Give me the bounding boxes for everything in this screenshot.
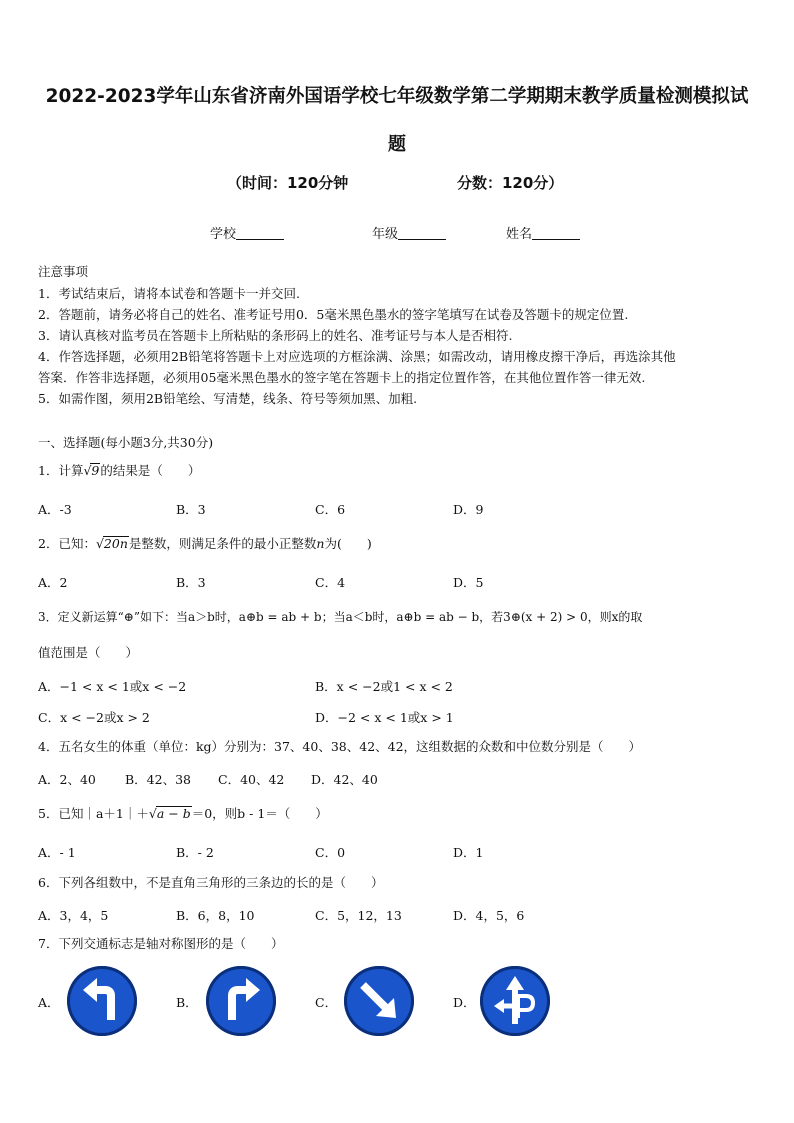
q1-text-b: 的结果是（ ） bbox=[100, 463, 201, 478]
question-4-stem: 4．五名女生的体重（单位：kg）分别为：37、40、38、42、42，这组数据的众数和中位数分别是（ ） bbox=[38, 739, 642, 754]
q7-option-c-label: C． bbox=[315, 995, 338, 1010]
exam-time: （时间：120分钟 bbox=[227, 174, 349, 192]
q2-option-a: A．2 bbox=[38, 575, 68, 590]
q6-option-c: C．5，12，13 bbox=[315, 908, 402, 923]
q1-option-d: D．9 bbox=[453, 502, 484, 517]
notes-heading: 注意事项 bbox=[38, 264, 89, 279]
q4-option-c: C．40、42 bbox=[218, 772, 285, 787]
q5-text-b: ＝0，则b - 1＝（ ） bbox=[191, 806, 328, 821]
grade-blank bbox=[398, 227, 446, 240]
question-3-stem-cont: 值范围是（ ） bbox=[38, 645, 139, 660]
q3-option-b: B．x < −2或1 < x < 2 bbox=[315, 679, 453, 694]
question-1-stem bbox=[38, 463, 200, 479]
q1-option-b: B．3 bbox=[176, 502, 206, 517]
q2-text-a: 2．已知： bbox=[38, 536, 96, 551]
q5-option-a: A．- 1 bbox=[38, 845, 76, 860]
q7-option-d-label: D． bbox=[453, 995, 476, 1010]
q2-option-c: C．4 bbox=[315, 575, 346, 590]
question-2-stem bbox=[38, 536, 372, 552]
down-right-arrow-sign-icon bbox=[344, 966, 414, 1036]
name-field bbox=[506, 223, 580, 242]
grade-label: 年级 bbox=[372, 227, 399, 242]
exam-title-line2: 题 bbox=[388, 134, 406, 155]
q1-option-a: A．-3 bbox=[38, 502, 72, 517]
q6-option-b: B．6，8，10 bbox=[176, 908, 255, 923]
grade-field bbox=[372, 223, 446, 242]
question-5-stem bbox=[38, 806, 328, 822]
q1-radicand: 9 bbox=[91, 463, 100, 478]
q4-option-b: B．42、38 bbox=[125, 772, 191, 787]
radical-sign: √ bbox=[148, 806, 157, 821]
question-7-stem: 7．下列交通标志是轴对称图形的是（ ） bbox=[38, 936, 284, 951]
turn-right-sign-icon bbox=[206, 966, 276, 1036]
q3-option-d: D．−2 < x < 1或x > 1 bbox=[315, 710, 454, 725]
name-label: 姓名 bbox=[506, 227, 533, 242]
q4-option-a: A．2、40 bbox=[38, 772, 96, 787]
note-item: 1．考试结束后，请将本试卷和答题卡一并交回. bbox=[38, 286, 300, 301]
note-item: 3．请认真核对监考员在答题卡上所粘贴的条形码上的姓名、准考证号与本人是否相符. bbox=[38, 328, 513, 343]
school-field bbox=[210, 223, 284, 242]
q1-text-a: 1．计算 bbox=[38, 463, 84, 478]
radical-sign: √ bbox=[83, 463, 92, 478]
exam-title: 2022-2023学年山东省济南外国语学校七年级数学第二学期期末教学质量检测模拟试 bbox=[45, 86, 749, 107]
note-item: 5．如需作图，须用2B铅笔绘、写清楚，线条、符号等须加黑、加粗. bbox=[38, 391, 418, 406]
q2-text-c: 为( ) bbox=[324, 536, 372, 551]
q2-option-b: B．3 bbox=[176, 575, 206, 590]
turn-left-sign-icon bbox=[67, 966, 137, 1036]
note-item: 4．作答选择题，必须用2B铅笔将答题卡上对应选项的方框涂满、涂黑；如需改动，请用橡皮擦干净后，再选涂其他 bbox=[38, 349, 676, 364]
q2-text-b: 是整数，则满足条件的最小正整数 bbox=[128, 536, 317, 551]
name-blank bbox=[532, 227, 580, 240]
q3-option-c: C．x < −2或x > 2 bbox=[38, 710, 150, 725]
q1-option-c: C．6 bbox=[315, 502, 346, 517]
straight-and-parking-sign-icon bbox=[480, 966, 550, 1036]
radical-sign: √ bbox=[95, 536, 104, 551]
note-item: 答案．作答非选择题，必须用05毫米黑色墨水的签字笔在答题卡上的指定位置作答，在其他位置作答一律无效. bbox=[38, 370, 646, 385]
note-item: 2．答题前，请务必将自己的姓名、准考证号用0．5毫米黑色墨水的签字笔填写在试卷及答题卡的规定位置. bbox=[38, 307, 629, 322]
q2-radicand: 20n bbox=[103, 536, 128, 551]
q5-option-d: D．1 bbox=[453, 845, 484, 860]
section-heading: 一、选择题(每小题3分,共30分) bbox=[38, 435, 214, 450]
q5-option-b: B．- 2 bbox=[176, 845, 214, 860]
q5-option-c: C．0 bbox=[315, 845, 346, 860]
q2-option-d: D．5 bbox=[453, 575, 484, 590]
question-3-stem: 3．定义新运算“⊕”如下：当a＞b时，a⊕b = ab + b；当a＜b时，a⊕b = ab − b，若3⊕(x + 2) > 0，则x的取 bbox=[38, 610, 643, 624]
q5-text-a: 5．已知｜a＋1｜＋ bbox=[38, 806, 149, 821]
q3-option-a: A．−1 < x < 1或x < −2 bbox=[38, 679, 187, 694]
q4-option-d: D．42、40 bbox=[311, 772, 378, 787]
question-6-stem: 6．下列各组数中，不是直角三角形的三条边的长的是（ ） bbox=[38, 875, 384, 890]
q2-variable: n bbox=[316, 536, 325, 551]
q6-option-d: D．4，5，6 bbox=[453, 908, 525, 923]
exam-score: 分数：120分） bbox=[457, 174, 564, 192]
school-label: 学校 bbox=[210, 227, 237, 242]
q7-option-a-label: A． bbox=[38, 995, 60, 1010]
q6-option-a: A．3，4，5 bbox=[38, 908, 109, 923]
school-blank bbox=[236, 227, 284, 240]
q5-radicand: a − b bbox=[156, 806, 191, 821]
q7-option-b-label: B． bbox=[176, 995, 198, 1010]
